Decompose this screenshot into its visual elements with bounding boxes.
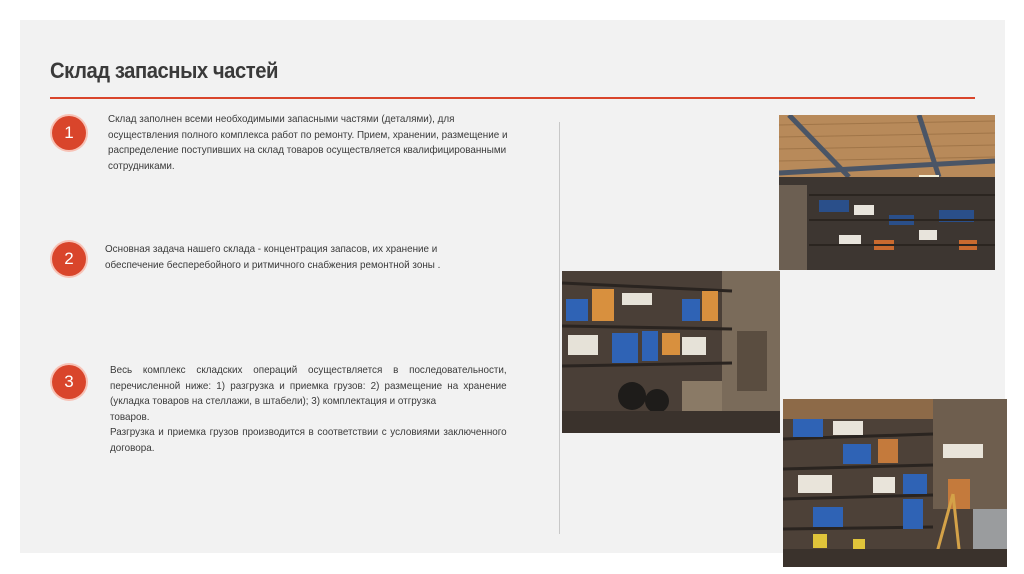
point-3-number-badge: 3: [52, 365, 86, 399]
vertical-divider: [559, 122, 560, 534]
warehouse-photo-shelves-left: [562, 271, 780, 433]
point-3-text: [110, 363, 507, 456]
point-2-number-badge: 2: [52, 242, 86, 276]
point-1-text: Склад заполнен всеми необходимыми запасными частями (деталями), для осуществления полного комплекса работ по ремонту. Прием, хранении, размещение и распределение поступивших на склад товаров осуществляется квалифицированными сотрудниками.: [108, 113, 508, 172]
point-3-text-second-paragraph: Разгрузка и приемка грузов производится в соответствии с условиями заключенного договора.: [110, 426, 507, 454]
slide-title: Склад запасных частей: [50, 58, 278, 83]
warehouse-photo-shelves-right: [783, 399, 1007, 567]
point-1-number-badge: 1: [52, 116, 86, 150]
point-3-text-main: Весь комплекс складских операций осуществляется в последовательности, перечисленной ниже: 1) разгрузка и приемка грузов: 2) размещение на хранение (укладка товаров на стеллажи, в штабели); 3) комплектация и отгрузка: [110, 364, 507, 407]
title-underline: [50, 97, 975, 99]
point-3-text-continued: товаров.: [110, 410, 150, 423]
warehouse-photo-ceiling: [779, 115, 995, 270]
point-2-text: Основная задача нашего склада - концентрация запасов, их хранение и обеспечение бесперебойного и ритмичного снабжения ремонтной зоны .: [105, 243, 441, 271]
